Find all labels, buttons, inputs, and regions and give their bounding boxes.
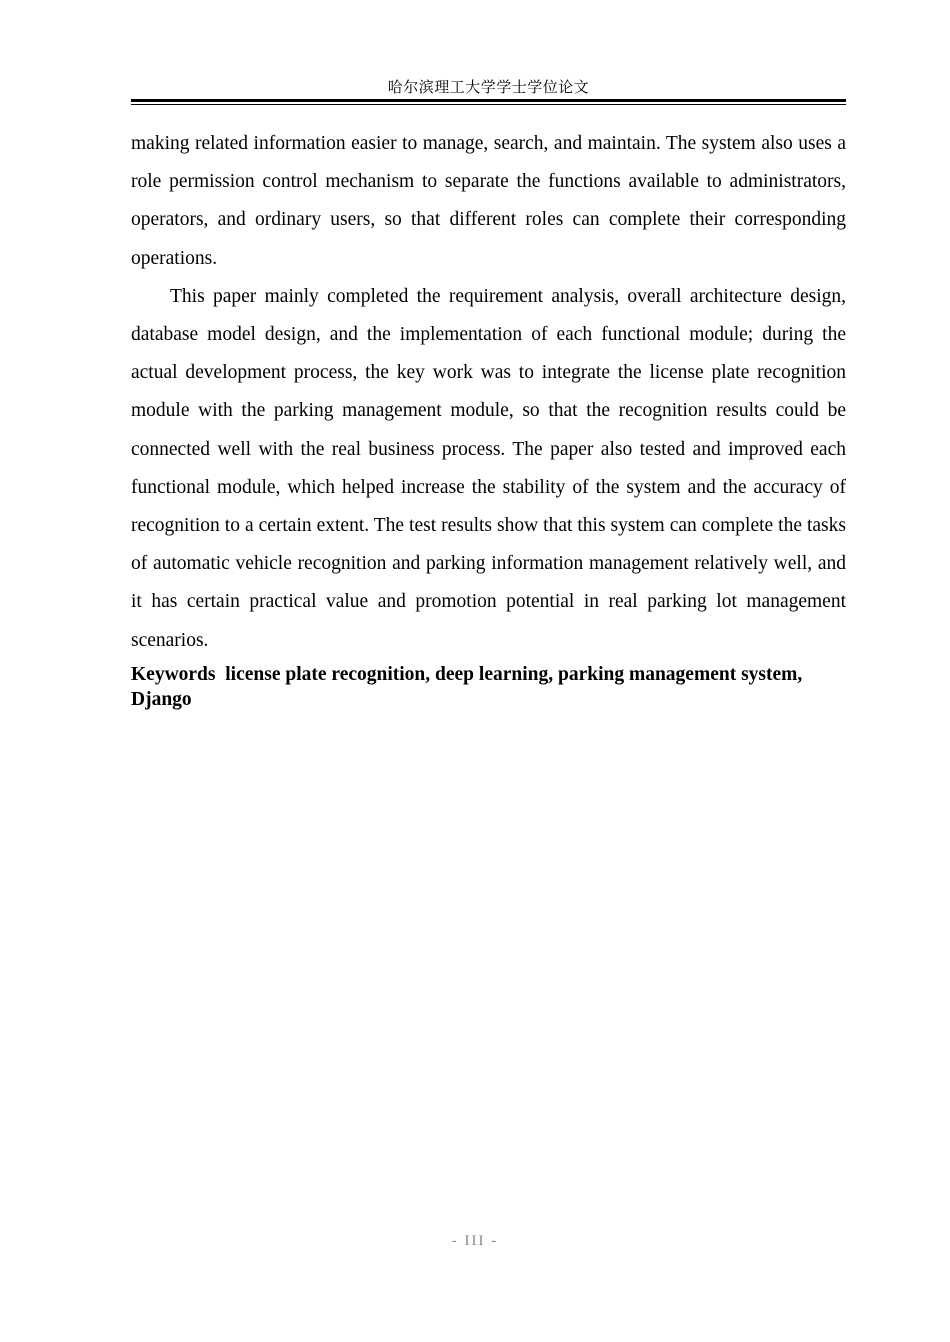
- keywords-line: [131, 662, 846, 712]
- abstract-body: [131, 125, 846, 712]
- running-header: 哈尔滨理工大学学士学位论文: [387, 80, 590, 96]
- header-rule-thin: [131, 104, 846, 105]
- abstract-paragraph: This paper mainly completed the requirement analysis, overall architecture design, database model design, and the implementation of each functional module; during the actual development process, the key work was to integrate the license plate recognition module with the parking management module, so that the recognition results could be connected well with the real business process. The paper also tested and improved each functional module, which helped increase the stability of the system and the accuracy of recognition to a certain extent. The test results show that this system can complete the tasks of automatic vehicle recognition and parking information management relatively well, and it has certain practical value and promotion potential in real parking lot management scenarios.: [131, 285, 846, 651]
- page-number: - III -: [451, 1233, 499, 1249]
- keywords-list: license plate recognition, deep learning, parking management system, Django: [131, 663, 803, 710]
- keywords-label: Keywords: [131, 663, 216, 685]
- abstract-paragraph-continued: making related information easier to manage, search, and maintain. The system also uses a role permission control mechanism to separate the functions available to administrators, operators, and ordinary users, so that different roles can complete their corresponding operations.: [131, 133, 846, 269]
- header-rule-thick: [131, 99, 846, 102]
